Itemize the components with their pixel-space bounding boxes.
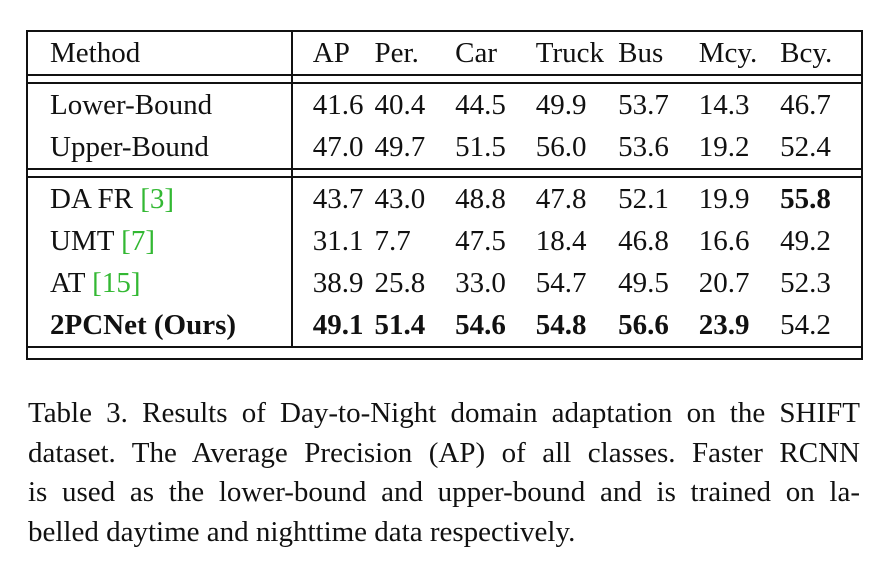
caption-line: is used as the lower-bound and upper-bound and is trained on la- — [28, 476, 860, 508]
value-cell: 20.7 — [698, 266, 750, 299]
value-cell: 52.4 — [780, 130, 831, 163]
value-cell: 47.8 — [535, 182, 587, 215]
table-row — [28, 304, 861, 347]
value-cell: 19.2 — [698, 130, 750, 163]
method-name: 2PCNet (Ours) — [50, 308, 237, 341]
value-cell: 43.0 — [374, 182, 426, 215]
column-header: Mcy. — [698, 36, 758, 69]
value-cell: 49.9 — [535, 88, 587, 121]
value-cell: 44.5 — [455, 88, 506, 121]
method-cell — [28, 304, 292, 347]
column-header: Per. — [374, 36, 419, 69]
table-header-row — [28, 32, 861, 75]
column-header: Method — [28, 32, 292, 75]
table-bottom-rule — [28, 347, 861, 352]
value-cell: 54.7 — [535, 266, 587, 299]
value-cell: 49.7 — [374, 130, 426, 163]
method-cell — [28, 126, 292, 169]
method-name: UMT — [50, 224, 122, 257]
group-separator — [28, 75, 861, 83]
method-cell — [28, 220, 292, 262]
table-row — [28, 177, 861, 220]
table-row — [28, 83, 861, 126]
value-cell: 51.5 — [455, 130, 506, 163]
method-name: Upper-Bound — [50, 130, 209, 163]
value-cell: 54.8 — [535, 308, 587, 341]
table-row — [28, 126, 861, 169]
value-cell: 53.7 — [618, 88, 669, 121]
method-name: DA FR — [50, 182, 141, 215]
value-cell: 46.8 — [618, 224, 669, 257]
results-table-grid — [28, 32, 861, 352]
value-cell: 43.7 — [312, 182, 364, 215]
value-cell: 33.0 — [455, 266, 506, 299]
caption-line: belled daytime and nighttime data respectively. — [28, 515, 576, 548]
value-cell: 52.3 — [780, 266, 831, 299]
value-cell: 40.4 — [374, 88, 426, 121]
value-cell: 31.1 — [312, 224, 364, 257]
citation-link[interactable]: [3] — [140, 182, 175, 215]
value-cell: 51.4 — [374, 308, 426, 341]
citation-link[interactable]: [7] — [121, 224, 155, 257]
value-cell: 46.7 — [780, 88, 831, 121]
citation-link[interactable]: [15] — [92, 266, 141, 299]
value-cell: 25.8 — [374, 266, 426, 299]
value-cell: 47.5 — [455, 224, 506, 257]
column-header: Car — [455, 36, 498, 69]
value-cell: 7.7 — [374, 224, 411, 257]
value-cell: 49.2 — [780, 224, 831, 257]
value-cell: 54.6 — [455, 308, 506, 341]
value-cell: 54.2 — [780, 308, 831, 341]
value-cell: 53.6 — [618, 130, 669, 163]
value-cell: 18.4 — [535, 224, 587, 257]
table-row — [28, 262, 861, 304]
method-name: Lower-Bound — [50, 88, 213, 121]
column-header: Bcy. — [780, 36, 833, 69]
results-table — [26, 30, 863, 360]
value-cell: 14.3 — [698, 88, 750, 121]
value-cell: 56.6 — [618, 308, 669, 341]
method-cell — [28, 262, 292, 304]
value-cell: 52.1 — [618, 182, 669, 215]
value-cell: 49.1 — [312, 308, 364, 341]
method-cell — [28, 177, 292, 220]
value-cell: 49.5 — [618, 266, 669, 299]
column-header: AP — [312, 36, 350, 69]
caption-line: dataset. The Average Precision (AP) of all classes. Faster RCNN — [28, 436, 860, 469]
table-row — [28, 220, 861, 262]
group-separator — [28, 169, 861, 177]
value-cell: 41.6 — [312, 88, 364, 121]
caption-line: Table 3. Results of Day-to-Night domain adaptation on the SHIFT — [28, 397, 860, 429]
column-header: Truck — [535, 36, 604, 69]
value-cell: 56.0 — [535, 130, 587, 163]
value-cell: 19.9 — [698, 182, 750, 215]
method-name: AT — [50, 266, 93, 299]
method-cell — [28, 83, 292, 126]
value-cell: 55.8 — [780, 182, 831, 215]
value-cell: 38.9 — [312, 266, 364, 299]
column-header: Bus — [618, 36, 664, 69]
table-caption — [28, 394, 860, 552]
value-cell: 48.8 — [455, 182, 506, 215]
value-cell: 47.0 — [312, 130, 364, 163]
value-cell: 23.9 — [698, 308, 750, 341]
value-cell: 16.6 — [698, 224, 750, 257]
